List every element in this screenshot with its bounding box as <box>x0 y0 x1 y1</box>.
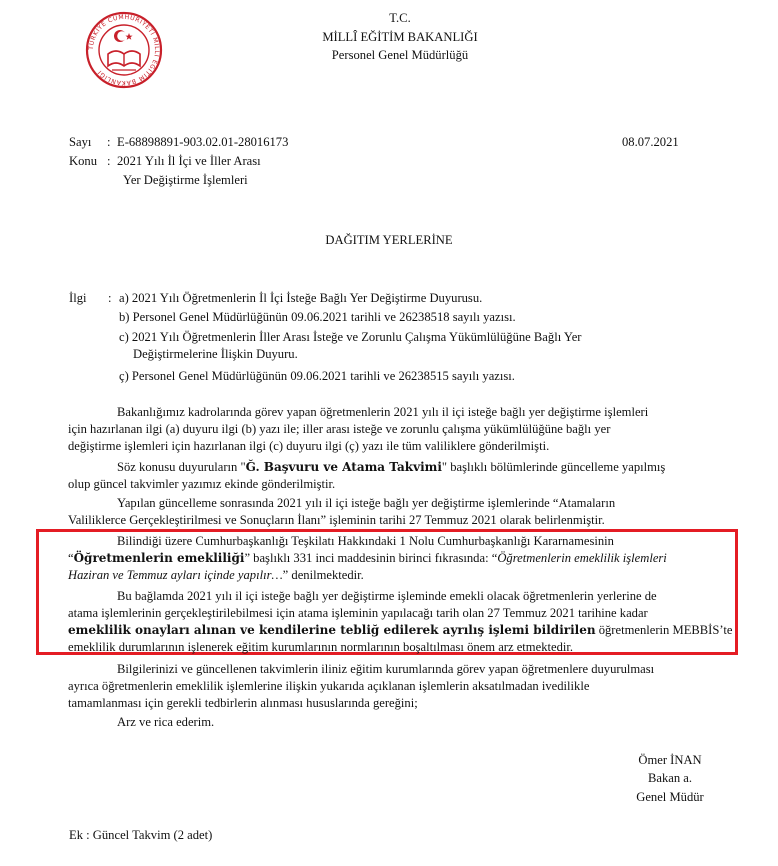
p4-line3: Haziran ve Temmuz ayları içinde yapılır…” denilmektedir. <box>68 568 364 582</box>
recipient-heading: DAĞITIM YERLERİNE <box>325 233 453 247</box>
signatory-title2: Genel Müdür <box>636 790 704 804</box>
p4-line2: “Öğretmenlerin emekliliği” başlıklı 331 inci maddesinin birinci fıkrasında: “Öğretmenlerin emeklilik işlemleri <box>68 551 667 565</box>
ilgi-item-c-line1: c) 2021 Yılı Öğretmenlerin İller Arası İsteğe ve Zorunlu Çalışma Yükümlülüğüne Bağlı Yer <box>119 330 582 344</box>
konu-colon: : <box>107 154 111 168</box>
closing-text: Arz ve rica ederim. <box>117 715 215 729</box>
emeklilik-bold: Öğretmenlerin emekliliği <box>73 551 245 565</box>
document-date: 08.07.2021 <box>622 135 679 149</box>
p1-line2: için hazırlanan ilgi (a) duyuru ilgi (b) yazı ile; iller arası isteğe ve zorunlu çalışma yükümlülüğüne bağlı yer <box>68 422 611 436</box>
svg-text:TÜRKİYE CUMHURİYETİ MİLLÎ EĞİT: TÜRKİYE CUMHURİYETİ MİLLÎ EĞİTİM BAKANLIĞI <box>87 13 161 87</box>
p3-line2: Valiliklerce Gerçekleştirilmesi ve Sonuçların İlanı” işleminin tarihi 27 Temmuz 2021 olarak belirlenmiştir. <box>68 513 605 527</box>
p6-line1: Bilgilerinizi ve güncellenen takvimlerin iliniz eğitim kurumlarında görev yapan öğretmenlere duyurulması <box>117 662 655 676</box>
signatory-title1: Bakan a. <box>647 771 693 785</box>
p2-line2: olup güncel takvimler yazımız ekinde gönderilmiştir. <box>68 477 336 491</box>
konu-value-line2: Yer Değiştirme İşlemleri <box>123 173 248 187</box>
ilgi-item-a: a) 2021 Yılı Öğretmenlerin İl İçi İsteğe Bağlı Yer Değiştirme Duyurusu. <box>119 291 483 305</box>
ilgi-item-c-line2: Değiştirmelerine İlişkin Duyuru. <box>133 347 298 361</box>
p5-line4: emeklilik durumlarının işlenerek eğitim kurumlarının normlarının boşaltılması önem arz etmektedir. <box>68 640 574 654</box>
header-department: Personel Genel Müdürlüğü <box>331 48 469 62</box>
ilgi-colon: : <box>108 291 112 305</box>
signatory-name: Ömer İNAN <box>638 753 702 767</box>
p1-line3: değiştirme işlemleri için hazırlanan ilgi (c) duyuru ilgi (ç) yazı ile tüm valiliklere gönderilmişti. <box>68 439 550 453</box>
header-ministry: MİLLÎ EĞİTİM BAKANLIĞI <box>322 30 478 44</box>
attachment-note: Ek : Güncel Takvim (2 adet) <box>69 828 213 842</box>
p1-line1: Bakanlığımız kadrolarında görev yapan öğretmenlerin 2021 yılı il içi isteğe bağlı yer değiştirme işlemleri <box>117 405 649 419</box>
ilgi-item-d: ç) Personel Genel Müdürlüğünün 09.06.2021 tarihli ve 26238515 sayılı yazısı. <box>119 369 515 383</box>
header-tc: T.C. <box>389 11 411 25</box>
sayi-colon: : <box>107 135 111 149</box>
konu-label: Konu <box>69 154 97 168</box>
ilgi-label: İlgi <box>69 291 87 305</box>
sayi-label: Sayı <box>69 135 92 149</box>
p4-line1: Bilindiği üzere Cumhurbaşkanlığı Teşkilatı Hakkındaki 1 Nolu Cumhurbaşkanlığı Kararnamesinin <box>117 534 614 548</box>
p5-line3: emeklilik onayları alınan ve kendilerine tebliğ edilerek ayrılış işlemi bildirilen öğretmenlerin MEBBİS’te <box>68 623 733 637</box>
p5-line2: atama işlemlerinin gerçekleştirilebilmesi için atama işleminin yapılacağı tarih olan 27 Temmuz 2021 tarihine kadar <box>68 606 648 620</box>
ministry-seal-logo <box>84 10 164 90</box>
p2-line1: Söz konusu duyuruların "Ğ. Başvuru ve Atama Takvimi" başlıklı bölümlerinde güncelleme yapılmış <box>117 460 666 474</box>
p6-line2: ayrıca öğretmenlerin emeklilik işlemlerine ilişkin yukarıda açıklanan işlemlerin aksatılmadan ivedilikle <box>68 679 590 693</box>
sayi-value: E-68898891-903.02.01-28016173 <box>117 135 289 149</box>
p5-line1: Bu bağlamda 2021 yılı il içi isteğe bağlı yer değiştirme işleminde emekli olacak öğretmenlerin yerlerine de <box>117 589 657 603</box>
konu-value-line1: 2021 Yılı İl İçi ve İller Arası <box>117 154 261 168</box>
ilgi-item-b: b) Personel Genel Müdürlüğünün 09.06.2021 tarihli ve 26238518 sayılı yazısı. <box>119 310 516 324</box>
takvim-bold: Ğ. Başvuru ve Atama Takvimi <box>245 460 442 474</box>
p3-line1: Yapılan güncelleme sonrasında 2021 yılı il içi isteğe bağlı yer değiştirme işlemlerinde “Atamaların <box>117 496 616 510</box>
p6-line3: tamamlanması için gerekli tedbirlerin alınması hususlarında gereğini; <box>68 696 418 710</box>
